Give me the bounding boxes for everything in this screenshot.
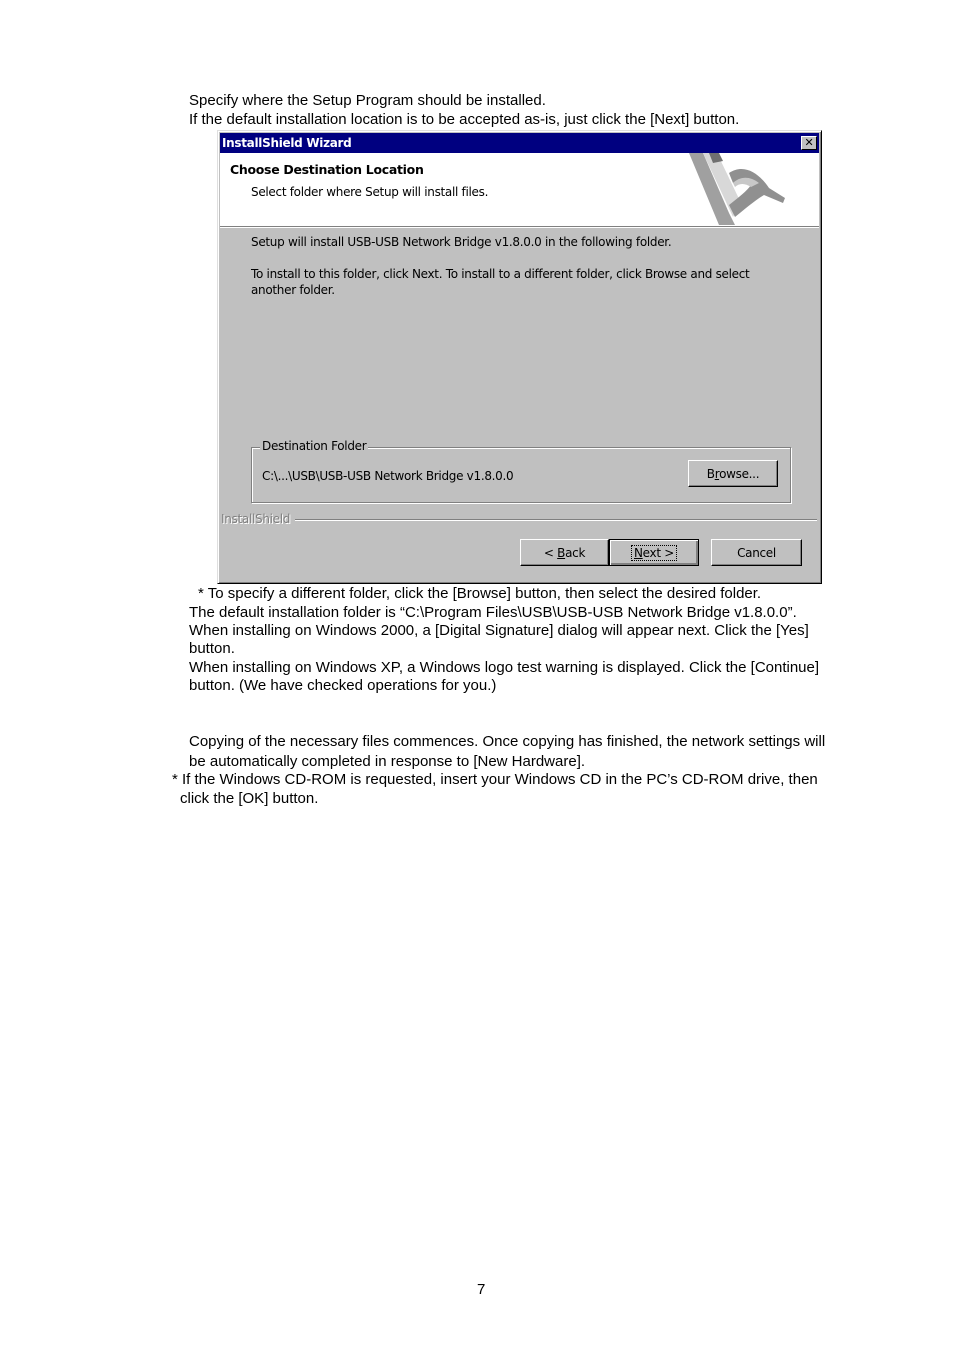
copy-line-2: be automatically completed in response to [New Hardware]. [189,753,586,770]
body-text-2: To install to this folder, click Next. To install to a different folder, click Browse and select another folder. [251,267,750,297]
installshield-dialog [217,130,822,584]
dialog-header [220,153,819,227]
copy-line-4: click the [OK] button. [180,790,319,807]
back-button[interactable]: < Back [520,539,609,566]
note-line-2: The default installation folder is “C:\Program Files\USB\USB-USB Network Bridge v1.8.0.0”. [189,604,797,621]
body-text-1: Setup will install USB-USB Network Bridge v1.8.0.0 in the following folder. [251,235,672,249]
separator [295,519,817,521]
next-button[interactable]: Next > [609,539,699,566]
intro-line-2: If the default installation location is to be accepted as-is, just click the [Next] button. [189,111,740,128]
group-label: Destination Folder [262,439,367,453]
folder-path: C:\...\USB\USB-USB Network Bridge v1.8.0.0 [262,469,514,483]
note-line-6: button. (We have checked operations for you.) [189,677,497,694]
note-line-4: button. [189,640,235,657]
note-line-1: * To specify a different folder, click the [Browse] button, then select the desired folder. [198,585,762,602]
installshield-brand: InstallShield [221,512,291,526]
note-line-3: When installing on Windows 2000, a [Digital Signature] dialog will appear next. Click the [Yes] [189,622,809,639]
destination-folder-group [251,439,791,503]
close-icon[interactable]: ✕ [801,136,817,150]
cancel-button[interactable]: Cancel [711,539,802,566]
dialog-title: InstallShield Wizard [222,136,352,150]
header-title: Choose Destination Location [230,162,424,177]
intro-line-1: Specify where the Setup Program should be installed. [189,92,546,109]
copy-line-1: Copying of the necessary files commences. Once copying has finished, the network settings will [189,733,826,750]
header-subtitle: Select folder where Setup will install files. [251,185,489,199]
browse-button[interactable]: Browse... [688,460,778,487]
note-line-5: When installing on Windows XP, a Windows logo test warning is displayed. Click the [Continue] [189,659,820,676]
title-bar[interactable] [220,133,819,153]
installshield-graphic-icon [689,153,789,225]
copy-line-3: * If the Windows CD-ROM is requested, insert your Windows CD in the PC’s CD-ROM drive, then [172,771,818,788]
page-number: 7 [477,1281,486,1298]
